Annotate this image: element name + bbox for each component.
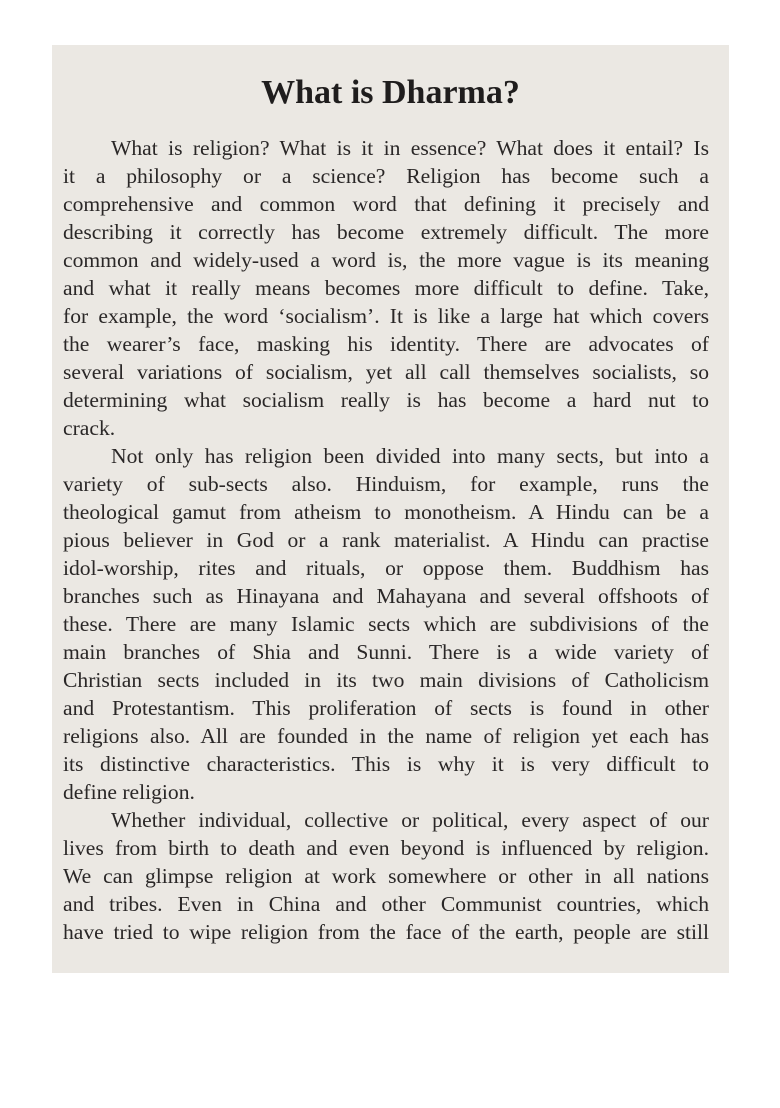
text-line: and tribes. Even in China and other Communist countries, which (63, 892, 709, 916)
text-line: religions also. All are founded in the name of religion yet each has (63, 724, 709, 748)
text-line: variety of sub-sects also. Hinduism, for example, runs the (63, 472, 709, 496)
text-line: the wearer’s face, masking his identity. There are advocates of (63, 332, 709, 356)
text-line: Whether individual, collective or political, every aspect of our (111, 808, 709, 832)
text-line: these. There are many Islamic sects which are subdivisions of the (63, 612, 709, 636)
text-line: several variations of socialism, yet all call themselves socialists, so (63, 360, 709, 384)
text-line: common and widely-used a word is, the more vague is its meaning (63, 248, 709, 272)
text-line: define religion. (63, 780, 195, 804)
text-line: its distinctive characteristics. This is why it is very difficult to (63, 752, 709, 776)
text-line: comprehensive and common word that defining it precisely and (63, 192, 709, 216)
text-line: What is religion? What is it in essence? What does it entail? Is (111, 136, 709, 160)
text-line: Not only has religion been divided into many sects, but into a (111, 444, 709, 468)
text-line: it a philosophy or a science? Religion has become such a (63, 164, 709, 188)
text-line: and Protestantism. This proliferation of sects is found in other (63, 696, 709, 720)
text-line: determining what socialism really is has become a hard nut to (63, 388, 709, 412)
text-line: We can glimpse religion at work somewhere or other in all nations (63, 864, 709, 888)
text-line: crack. (63, 416, 116, 440)
text-line: Christian sects included in its two main divisions of Catholicism (63, 668, 709, 692)
page-title: What is Dharma? (261, 74, 520, 111)
text-line: describing it correctly has become extremely difficult. The more (63, 220, 709, 244)
text-line: theological gamut from atheism to monotheism. A Hindu can be a (63, 500, 709, 524)
text-line: have tried to wipe religion from the face of the earth, people are still (63, 920, 709, 944)
text-line: branches such as Hinayana and Mahayana and several offshoots of (63, 584, 709, 608)
text-line: lives from birth to death and even beyond is influenced by religion. (63, 836, 709, 860)
text-line: idol-worship, rites and rituals, or oppose them. Buddhism has (63, 556, 709, 580)
text-line: main branches of Shia and Sunni. There is a wide variety of (63, 640, 709, 664)
scanned-page (52, 45, 729, 973)
text-line: and what it really means becomes more difficult to define. Take, (63, 276, 709, 300)
text-line: pious believer in God or a rank materialist. A Hindu can practise (63, 528, 709, 552)
text-line: for example, the word ‘socialism’. It is like a large hat which covers (63, 304, 709, 328)
